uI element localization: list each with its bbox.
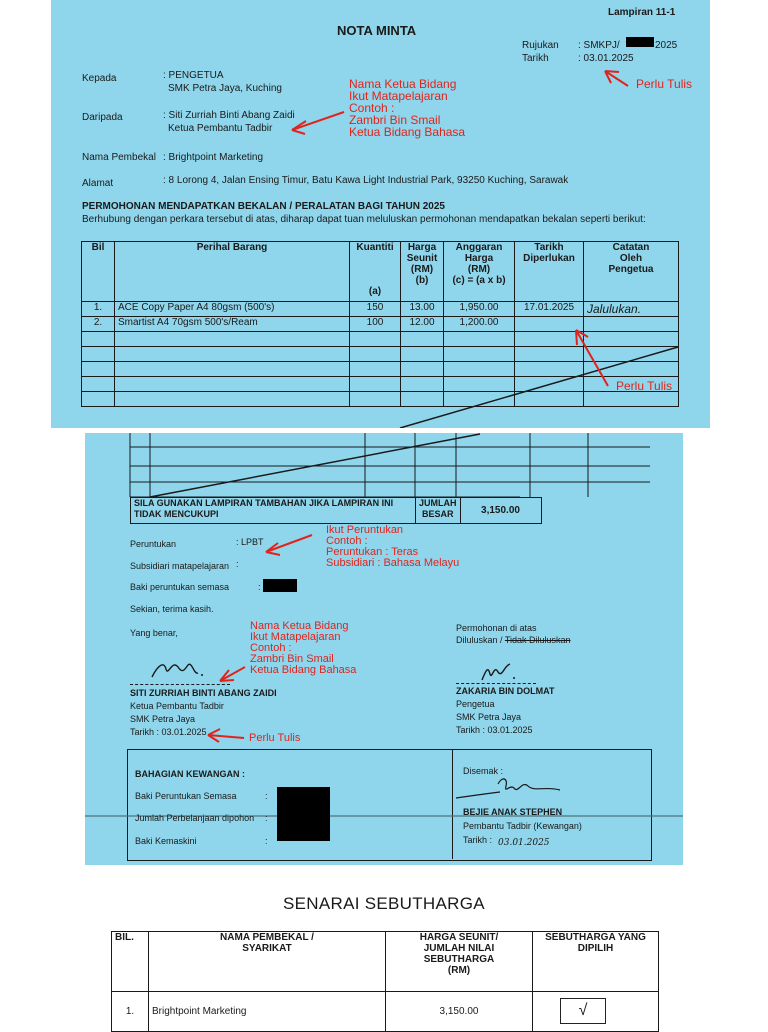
sekian: Sekian, terima kasih. — [130, 604, 214, 614]
row1-catatan: Jalulukan. — [584, 302, 679, 317]
harga-l1: Harga — [407, 242, 437, 253]
kewangan-colon-2: : — [265, 813, 268, 823]
kewangan-heading: BAHAGIAN KEWANGAN : — [135, 769, 245, 779]
kuantiti-a: (a) — [368, 286, 382, 297]
form-title: NOTA MINTA — [337, 23, 417, 38]
right-pre1: Permohonan di atas — [456, 623, 537, 633]
rujukan-prefix: : SMKPJ/ — [578, 40, 620, 51]
daripada-line1: : Siti Zurriah Binti Abang Zaidi — [163, 110, 295, 121]
sh-col-harga: HARGA SEUNIT/ JUMLAH NILAI SEBUTHARGA (RM) — [386, 932, 533, 992]
right-role: Pengetua — [456, 699, 495, 709]
tarikh-h1: Tarikh — [534, 242, 564, 253]
harga-l3: (RM) — [410, 264, 434, 275]
peruntukan-label: Peruntukan — [130, 539, 177, 549]
kewangan-row2: Jumlah Perbelanjaan dipohon — [135, 813, 255, 823]
annotation-perlu-tulis-1: Perlu Tulis — [636, 77, 693, 91]
jumlah-value: 3,150.00 — [460, 498, 541, 524]
subsidiari-label: Subsidiari matapelajaran — [130, 561, 230, 571]
selected-checkbox[interactable]: √ — [560, 998, 606, 1024]
anggaran-l4: (c) = (a x b) — [452, 275, 506, 286]
kewangan-tarikh-value: 03.01.2025 — [498, 838, 550, 848]
sh-col-bil: BIL. — [112, 932, 149, 992]
harga-l2: Seunit — [406, 253, 438, 264]
row2-harga: 12.00 — [401, 317, 444, 332]
tarikh-label: Tarikh — [522, 53, 549, 64]
baki-value: : — [258, 582, 261, 592]
annotation-nama-ketua-2: Nama Ketua Bidang Ikut Matapelajaran Contoh : Zambri Bin Smail Ketua Bidang Bahasa — [250, 620, 357, 676]
kepada-line2: SMK Petra Jaya, Kuching — [168, 83, 282, 94]
table-continuation — [0, 0, 768, 500]
lampiran-label: Lampiran 11-1 — [608, 7, 676, 18]
signature-kewangan — [450, 772, 580, 808]
kewangan-row1: Baki Peruntukan Semasa — [135, 791, 237, 801]
left-name: SITI ZURRIAH BINTI ABANG ZAIDI — [130, 688, 277, 698]
annotation-ikut-peruntukan: Ikut Peruntukan Contoh : Peruntukan : Teras Subsidiari : Bahasa Melayu — [326, 524, 460, 569]
kepada-label: Kepada — [82, 73, 117, 84]
footer-note: SILA GUNAKAN LAMPIRAN TAMBAHAN JIKA LAMPIRAN INI TIDAK MENCUKUPI — [131, 498, 416, 524]
row1-kuantiti: 150 — [350, 302, 401, 317]
annotation-perlu-tulis-3: Perlu Tulis — [249, 732, 301, 744]
col-perihal: Perihal Barang — [115, 242, 350, 302]
left-school: SMK Petra Jaya — [130, 714, 196, 724]
sh-col-nama: NAMA PEMBEKAL / SYARIKAT — [149, 932, 386, 992]
anggaran-l3: (RM) — [467, 264, 491, 275]
kewangan-colon-1: : — [265, 791, 268, 801]
pembekal-label: Nama Pembekal — [82, 152, 156, 163]
row2-perihal: Smartist A4 70gsm 500's/Ream — [115, 317, 350, 332]
annotation-perlu-tulis-2: Perlu Tulis — [616, 379, 673, 393]
left-role: Ketua Pembantu Tadbir — [130, 701, 224, 711]
anggaran-l2: Harga — [464, 253, 494, 264]
tarikh-h2: Diperlukan — [523, 253, 575, 264]
jumlah-label: JUMLAH BESAR — [416, 498, 461, 524]
kepada-line1: : PENGETUA — [163, 70, 224, 81]
sh-row1-harga: 3,150.00 — [386, 992, 533, 1032]
row1-bil: 1. — [82, 302, 115, 317]
catatan-h3: Pengetua — [608, 264, 654, 275]
redaction-block — [277, 787, 330, 841]
peruntukan-value: : LPBT — [236, 537, 264, 547]
catatan-h2: Oleh — [619, 253, 643, 264]
anggaran-l1: Anggaran — [455, 242, 503, 253]
annotation-nama-ketua-1: Nama Ketua Bidang Ikut Matapelajaran Contoh : Zambri Bin Smail Ketua Bidang Bahasa — [349, 77, 466, 139]
row1-perihal: ACE Copy Paper A4 80gsm (500's) — [115, 302, 350, 317]
baki-label: Baki peruntukan semasa — [130, 582, 230, 592]
sh-row1-bil: 1. — [112, 992, 149, 1032]
row1-harga: 13.00 — [401, 302, 444, 317]
left-date: Tarikh : 03.01.2025 — [130, 727, 207, 737]
right-school: SMK Petra Jaya — [456, 712, 522, 722]
sh-col-dipilih: SEBUTHARGA YANG DIPILIH — [533, 932, 659, 992]
kuantiti-label: Kuantiti — [356, 242, 394, 253]
daripada-line2: Ketua Pembantu Tadbir — [168, 123, 273, 134]
kewangan-colon-3: : — [265, 836, 268, 846]
daripada-label: Daripada — [82, 112, 123, 123]
row2-bil: 2. — [82, 317, 115, 332]
row2-anggaran: 1,200.00 — [444, 317, 515, 332]
col-bil: Bil — [82, 242, 115, 302]
disemak-label: Disemak : — [463, 766, 504, 776]
kewangan-role: Pembantu Tadbir (Kewangan) — [463, 821, 582, 831]
permohonan-heading: PERMOHONAN MENDAPATKAN BEKALAN / PERALATAN BAGI TAHUN 2025 — [82, 201, 445, 212]
yang-benar: Yang benar, — [130, 628, 178, 638]
sh-row1-nama: Brightpoint Marketing — [149, 992, 386, 1032]
annotation-arrows-2 — [0, 430, 768, 750]
kewangan-name: BEJIE ANAK STEPHEN — [463, 807, 563, 817]
harga-l4: (b) — [415, 275, 429, 286]
rujukan-suffix: 2025 — [655, 40, 678, 51]
kewangan-row3: Baki Kemaskini — [135, 836, 197, 846]
catatan-h1: Catatan — [612, 242, 650, 253]
pembekal-value: : Brightpoint Marketing — [163, 152, 264, 163]
sebutharga-title: SENARAI SEBUTHARGA — [283, 894, 485, 913]
alamat-label: Alamat — [82, 178, 114, 189]
row1-tarikh: 17.01.2025 — [515, 302, 584, 317]
row2-kuantiti: 100 — [350, 317, 401, 332]
kewangan-tarikh-label: Tarikh : — [463, 835, 493, 845]
right-name: ZAKARIA BIN DOLMAT — [456, 686, 555, 696]
tarikh-value: : 03.01.2025 — [578, 53, 634, 64]
alamat-value: : 8 Lorong 4, Jalan Ensing Timur, Batu Kawa Light Industrial Park, 93250 Kuching, Sarawak — [163, 175, 569, 186]
subsidiari-value: : — [236, 559, 239, 569]
rujukan-label: Rujukan — [522, 40, 559, 51]
right-pre2: Diluluskan / Tidak Diluluskan — [456, 635, 571, 645]
permohonan-text: Berhubung dengan perkara tersebut di atas, diharap dapat tuan meluluskan permohonan mendapatkan bekalan seperti berikut: — [82, 214, 646, 225]
right-date: Tarikh : 03.01.2025 — [456, 725, 533, 735]
row1-anggaran: 1,950.00 — [444, 302, 515, 317]
